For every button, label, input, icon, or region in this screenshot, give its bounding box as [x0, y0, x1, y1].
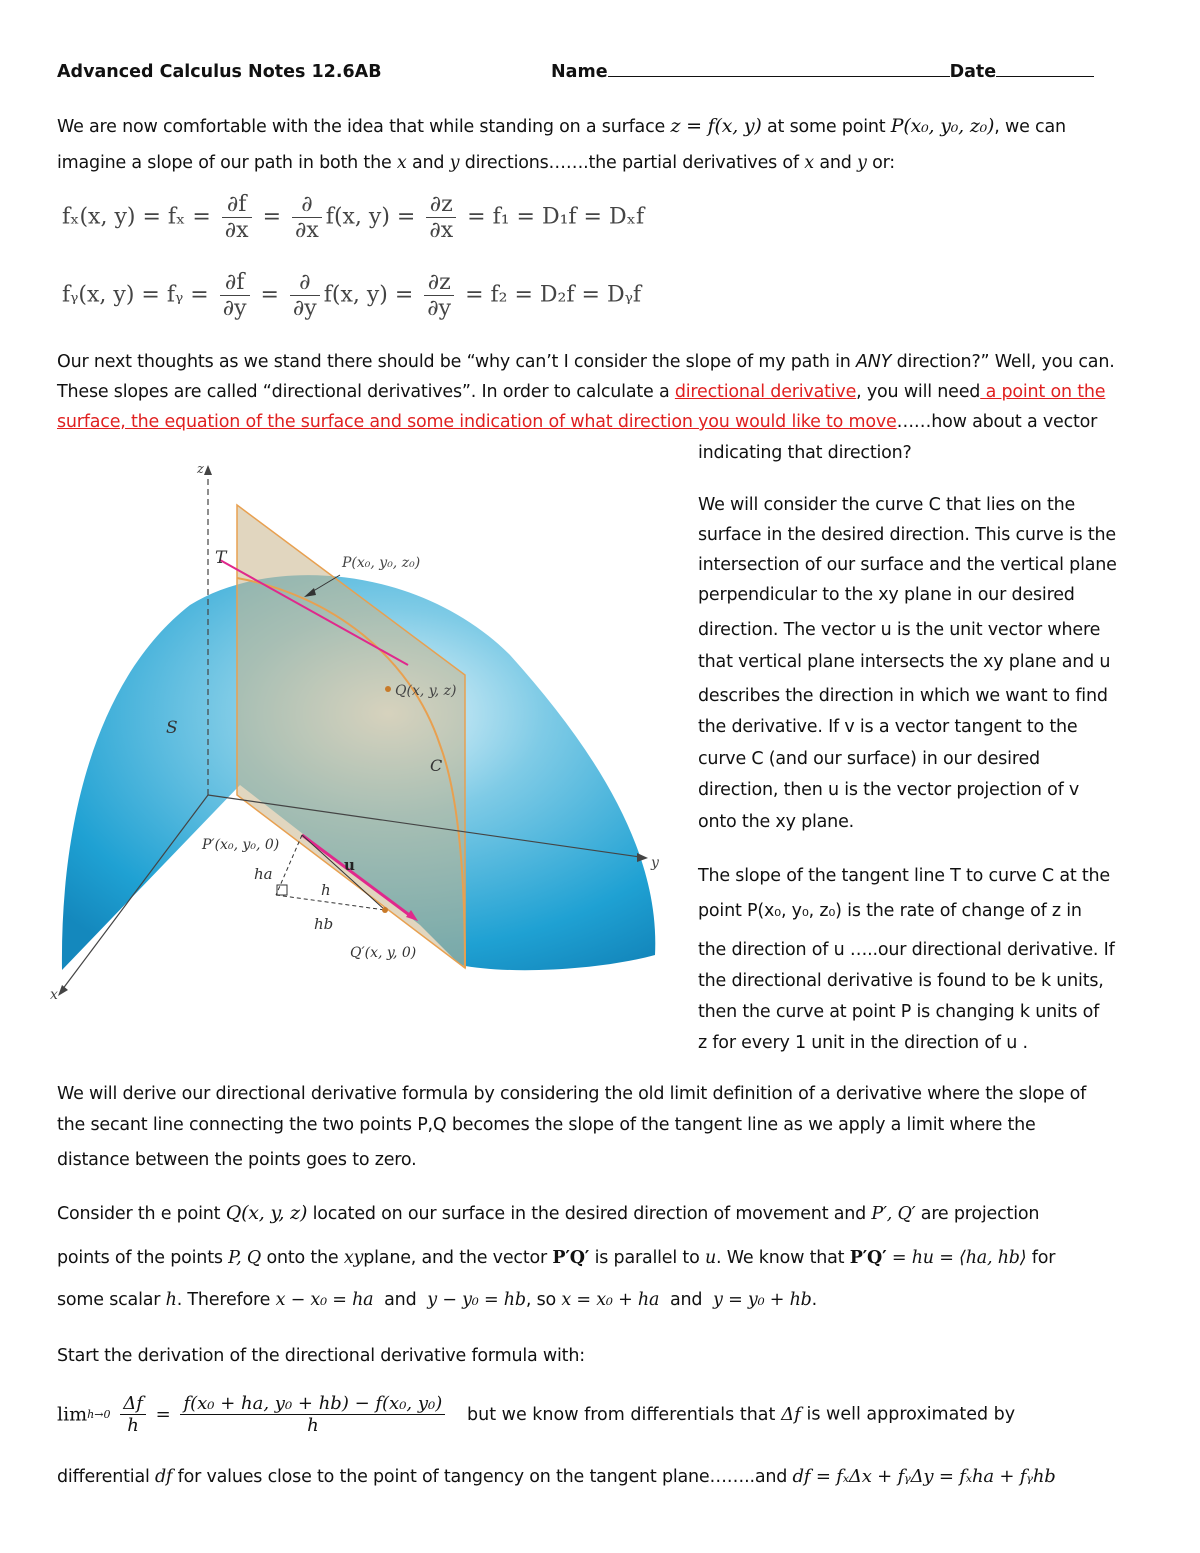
para4-line-3: some scalar h. Therefore x − x₀ = ha and y − y₀ = hb, so x = x₀ + ha and y = y₀ + hb.	[57, 1290, 818, 1310]
label-h: h	[321, 881, 331, 899]
sidebar-p1-8: curve C (and our surface) in our desired	[698, 749, 1040, 769]
sidebar-p1-2: intersection of our surface and the vertical plane	[698, 555, 1117, 575]
vertical-plane	[237, 505, 465, 968]
sidebar-p2-5: z for every 1 unit in the direction of u .	[698, 1033, 1028, 1053]
sidebar-p1-6: describes the direction in which we want to find	[698, 686, 1108, 706]
label-y: y	[651, 855, 659, 871]
doc-title: Advanced Calculus Notes 12.6AB	[57, 62, 382, 82]
intro-line-1: We are now comfortable with the idea that while standing on a surface z = f(x, y) at some point P(x₀, y₀, z₀), we can	[57, 115, 1066, 137]
directional-derivative-link: directional derivative	[674, 382, 857, 402]
name-blank	[608, 76, 950, 77]
label-q-prime: Q′(x, y, 0)	[350, 945, 417, 961]
point-q	[385, 686, 391, 692]
para3-line-2: the secant line connecting the two points P,Q becomes the slope of the tangent line as we apply a limit where the	[57, 1115, 1036, 1135]
intro-line-2: imagine a slope of our path in both the x and y directions…….the partial derivatives of x and y or:	[57, 153, 895, 173]
para2-line-4: indicating that direction?	[698, 443, 912, 463]
label-ha: ha	[254, 865, 273, 883]
sidebar-p2-0: The slope of the tangent line T to curve C at the	[698, 866, 1110, 886]
sidebar-p1-4: direction. The vector u is the unit vector where	[698, 620, 1101, 640]
name-label: Name	[551, 62, 608, 82]
para2-line-2: These slopes are called “directional derivatives”. In order to calculate a directional derivative, you will need a point on the	[57, 382, 1106, 402]
partial-x-formula: fₓ(x, y) = fₓ = $\frac{\partial f}{\partial x}$ = $\frac{\partial}{\partial x}$ f(x, y) = $\frac{\partial z}{\partial x}$ = f₁ = D₁f = Dₓf	[62, 192, 645, 243]
sidebar-p2-1: point P(x₀, y₀, z₀) is the rate of change of z in	[698, 901, 1082, 921]
sidebar-p1-0: We will consider the curve C that lies on the	[698, 495, 1076, 515]
label-s: S	[166, 718, 178, 738]
label-x: x	[50, 987, 58, 1003]
limit-formula: limh→0 $\frac{\Delta f}{h}$ = $\frac{\text{f(x₀ + ha, y₀ + hb) − f(x₀, y₀)}}{h}$ but we know from differentials that Δf is well approximated by	[57, 1393, 1016, 1436]
sidebar-p2-2: the direction of u …..our directional derivative. If	[698, 940, 1115, 960]
label-p-prime: P′(x₀, y₀, 0)	[202, 837, 280, 853]
para3-line-3: distance between the points goes to zero.	[57, 1150, 417, 1170]
sidebar-p1-1: surface in the desired direction. This curve is the	[698, 525, 1116, 545]
para5: Start the derivation of the directional derivative formula with:	[57, 1346, 585, 1366]
sidebar-p1-3: perpendicular to the xy plane in our desired	[698, 585, 1075, 605]
label-c: C	[430, 756, 443, 775]
sidebar-p2-4: then the curve at point P is changing k units of	[698, 1002, 1100, 1022]
date-blank	[996, 76, 1094, 77]
sidebar-p1-10: onto the xy plane.	[698, 812, 855, 832]
last-line: differential df for values close to the point of tangency on the tangent plane……..and df = fₓΔx + fᵧΔy = fₓha + fᵧhb	[57, 1466, 1056, 1487]
para2-line-3: surface, the equation of the surface and some indication of what direction you would like to move……how about a vector	[57, 412, 1098, 432]
label-p: P(x₀, y₀, z₀)	[342, 555, 421, 571]
sidebar-p1-9: direction, then u is the vector projection of v	[698, 780, 1080, 800]
name-field[interactable]	[551, 62, 1094, 82]
para4-line-2: points of the points P, Q onto the xyplane, and the vector P′Q′ is parallel to u. We know that P′Q′ = hu = ⟨ha, hb⟩ for	[57, 1248, 1056, 1268]
date-label: Date	[949, 62, 997, 82]
label-q: Q(x, y, z)	[395, 683, 457, 699]
para2-line-1: Our next thoughts as we stand there should be “why can’t I consider the slope of my path in ANY direction?” Well, you can.	[57, 352, 1115, 372]
label-t: T	[215, 548, 227, 568]
point-q-prime	[382, 907, 388, 913]
label-hb: hb	[314, 915, 334, 933]
para3-line-1: We will derive our directional derivative formula by considering the old limit definition of a derivative where the slope of	[57, 1084, 1087, 1104]
sidebar-p1-5: that vertical plane intersects the xy plane and u	[698, 652, 1111, 672]
sidebar-p1-7: the derivative. If v is a vector tangent to the	[698, 717, 1078, 737]
label-u: u	[344, 856, 355, 874]
para4-line-1: Consider th e point Q(x, y, z) located on our surface in the desired direction of movement and P′, Q′ are projection	[57, 1202, 1040, 1224]
partial-y-formula: fᵧ(x, y) = fᵧ = $\frac{\partial f}{\partial y}$ = $\frac{\partial}{\partial y}$ f(x, y) = $\frac{\partial z}{\partial y}$ = f₂ = D₂f = Dᵧf	[62, 270, 642, 321]
directional-derivative-figure	[40, 455, 680, 1015]
sidebar-p2-3: the directional derivative is found to be k units,	[698, 971, 1104, 991]
label-z: z	[197, 462, 204, 477]
